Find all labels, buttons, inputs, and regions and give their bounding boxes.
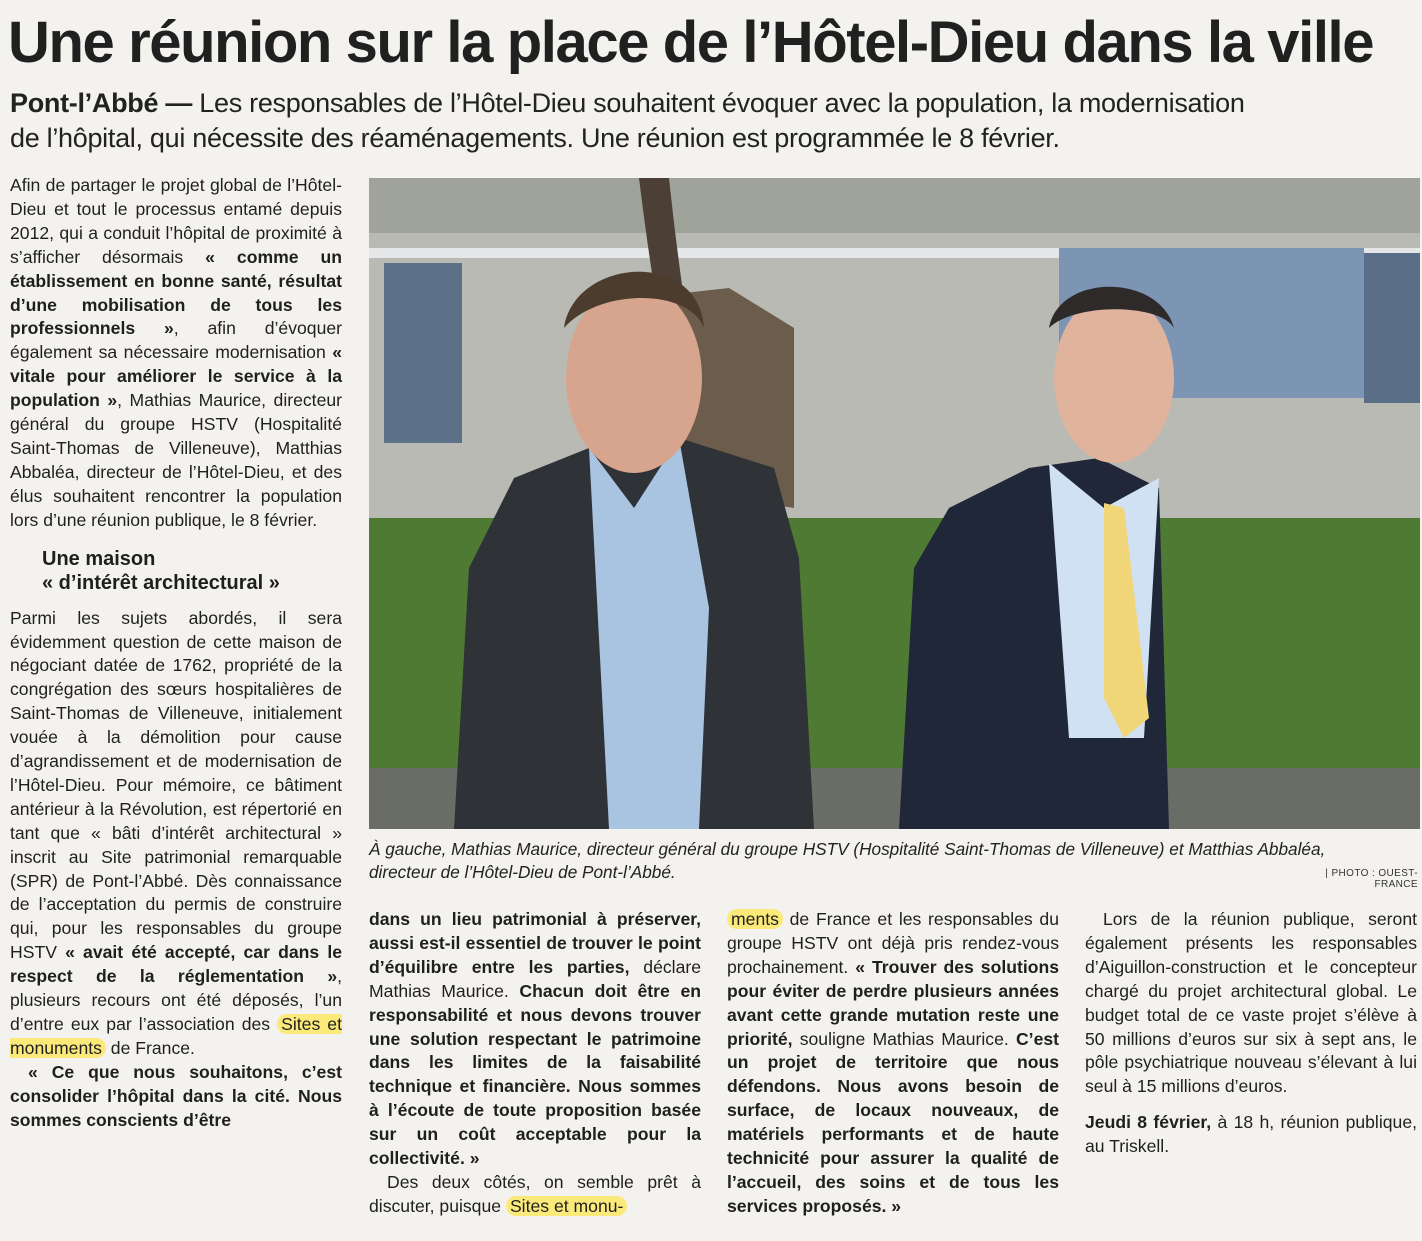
article-column-2 <box>369 908 701 1219</box>
text-run: à 18 h, réunion publique, au Triskell. <box>1085 1112 1417 1157</box>
text-run: déclare Mathias Maurice. <box>369 956 702 1001</box>
quote: « Trouver des solutions pour éviter de perdre plusieurs années avant cette grande mutation reste une priorité, <box>727 956 1059 1049</box>
paragraph <box>369 1171 701 1219</box>
text-run: de France et les responsables du groupe HSTV ont déjà pris rendez-vous prochainement. <box>727 909 1059 977</box>
article-column-4 <box>1085 908 1417 1159</box>
text-run: souligne Mathias Maurice. <box>792 1028 1016 1049</box>
lead-paragraph <box>10 86 1250 156</box>
text-run: , Mathias Maurice, directeur général du groupe HSTV (Hospitalité Saint-Thomas de Villeneuve), Matthias Abbaléa, directeur de l’Hôtel-Dieu, et des élus souhaitent rencontrer la population lors d’une réunion publique, le 8 février. <box>10 390 342 530</box>
article-column-3 <box>727 908 1059 1219</box>
highlighted-text: Sites et monu- <box>506 1196 627 1216</box>
photo-credit: | PHOTO : OUEST-FRANCE <box>1325 868 1418 890</box>
article-column-1 <box>10 174 342 1133</box>
paragraph: Lors de la réunion publique, seront également présents les responsables d’Aiguillon-construction et le concepteur chargé du projet architectural global. Le budget total de ce vaste projet s’élève à 50 millions d’euros sur six à sept ans, le pôle psychiatrique nouveau s’élevant à lui seul à 15 millions d’euros. <box>1085 909 1417 1097</box>
text-run: Afin de partager le projet global de l’Hôtel-Dieu et tout le processus entamé depuis 2012, qui a conduit l’hôpital de proximité à s’afficher désormais <box>10 175 342 267</box>
text-run: , afin d’évoquer également sa nécessaire modernisation <box>10 318 342 363</box>
quote: « avait été accepté, car dans le respect de la réglementation » <box>10 942 342 987</box>
paragraph <box>10 1061 342 1133</box>
text-run: , plusieurs recours ont été déposés, l’un d’entre eux par l’association des <box>10 966 342 1034</box>
subheading-line: Une maison <box>42 547 156 570</box>
headline: Une réunion sur la place de l’Hôtel-Dieu dans la ville <box>8 10 1374 75</box>
article-photo <box>369 178 1420 829</box>
paragraph <box>10 174 342 533</box>
paragraph <box>369 908 701 1171</box>
paragraph <box>727 908 1059 1219</box>
quote: Chacun doit être en responsabilité et nous devons trouver une solution respectant le patrimoine dans les limites de la faisabilité technique et financière. Nous sommes à l’écoute de toute proposition basée sur un coût acceptable pour la collectivité. » <box>369 980 702 1169</box>
text-run: de France. <box>105 1037 195 1058</box>
text-run: Parmi les sujets abordés, il sera évidemment question de cette maison de négociant datée de 1762, propriété de la congrégation des sœurs hospitalières de Saint-Thomas de Villeneuve, initialement vouée à la démolition pour cause d’agrandissement et de modernisation de l’Hôtel-Dieu. Pour mémoire, ce bâtiment antérieur à la Révolution, est répertorié en tant que « bâti d’intérêt architectural » inscrit au Site patrimonial remarquable (SPR) de Pont-l’Abbé. Dès connaissance de l’acceptation du permis de construire qui, pour les responsables du groupe HSTV <box>10 607 342 963</box>
subheading-line: « d’intérêt architectural » <box>42 571 280 594</box>
quote: C’est un projet de territoire que nous défendons. Nous avons besoin de surface, de locaux nouveaux, de matériels performants et de haute technicité pour assurer la qualité de l’accueil, des soins et de tous les services proposés. » <box>727 1028 1059 1216</box>
subheading <box>42 547 342 595</box>
photo-caption: À gauche, Mathias Maurice, directeur général du groupe HSTV (Hospitalité Saint-Thomas de Villeneuve) et Matthias Abbaléa, directeur de l’Hôtel-Dieu de Pont-l’Abbé. <box>369 839 1326 882</box>
paragraph <box>10 607 342 1061</box>
dateline: Pont-l’Abbé — <box>10 88 193 118</box>
highlighted-text: ments <box>727 909 783 929</box>
lead-text: Les responsables de l’Hôtel-Dieu souhaitent évoquer avec la population, la modernisation de l’hôpital, qui nécessite des réaménagements. Une réunion est programmée le 8 février. <box>10 88 1245 153</box>
quote: dans un lieu patrimonial à préserver, aussi est-il essentiel de trouver le point d’équilibre entre les parties, <box>369 909 701 977</box>
event-date: Jeudi 8 février, <box>1085 1112 1212 1133</box>
quote: « Ce que nous souhaitons, c’est consolider l’hôpital dans la cité. Nous sommes conscients d’être <box>10 1061 342 1130</box>
text-run: Des deux côtés, on semble prêt à discuter, puisque <box>369 1171 701 1216</box>
quote: « vitale pour améliorer le service à la population » <box>10 342 342 411</box>
highlighted-text: Sites et monuments <box>10 1014 342 1058</box>
event-info <box>1085 1111 1417 1159</box>
quote: « comme un établissement en bonne santé, résultat d’une mobilisation de tous les professionnels » <box>10 246 342 339</box>
